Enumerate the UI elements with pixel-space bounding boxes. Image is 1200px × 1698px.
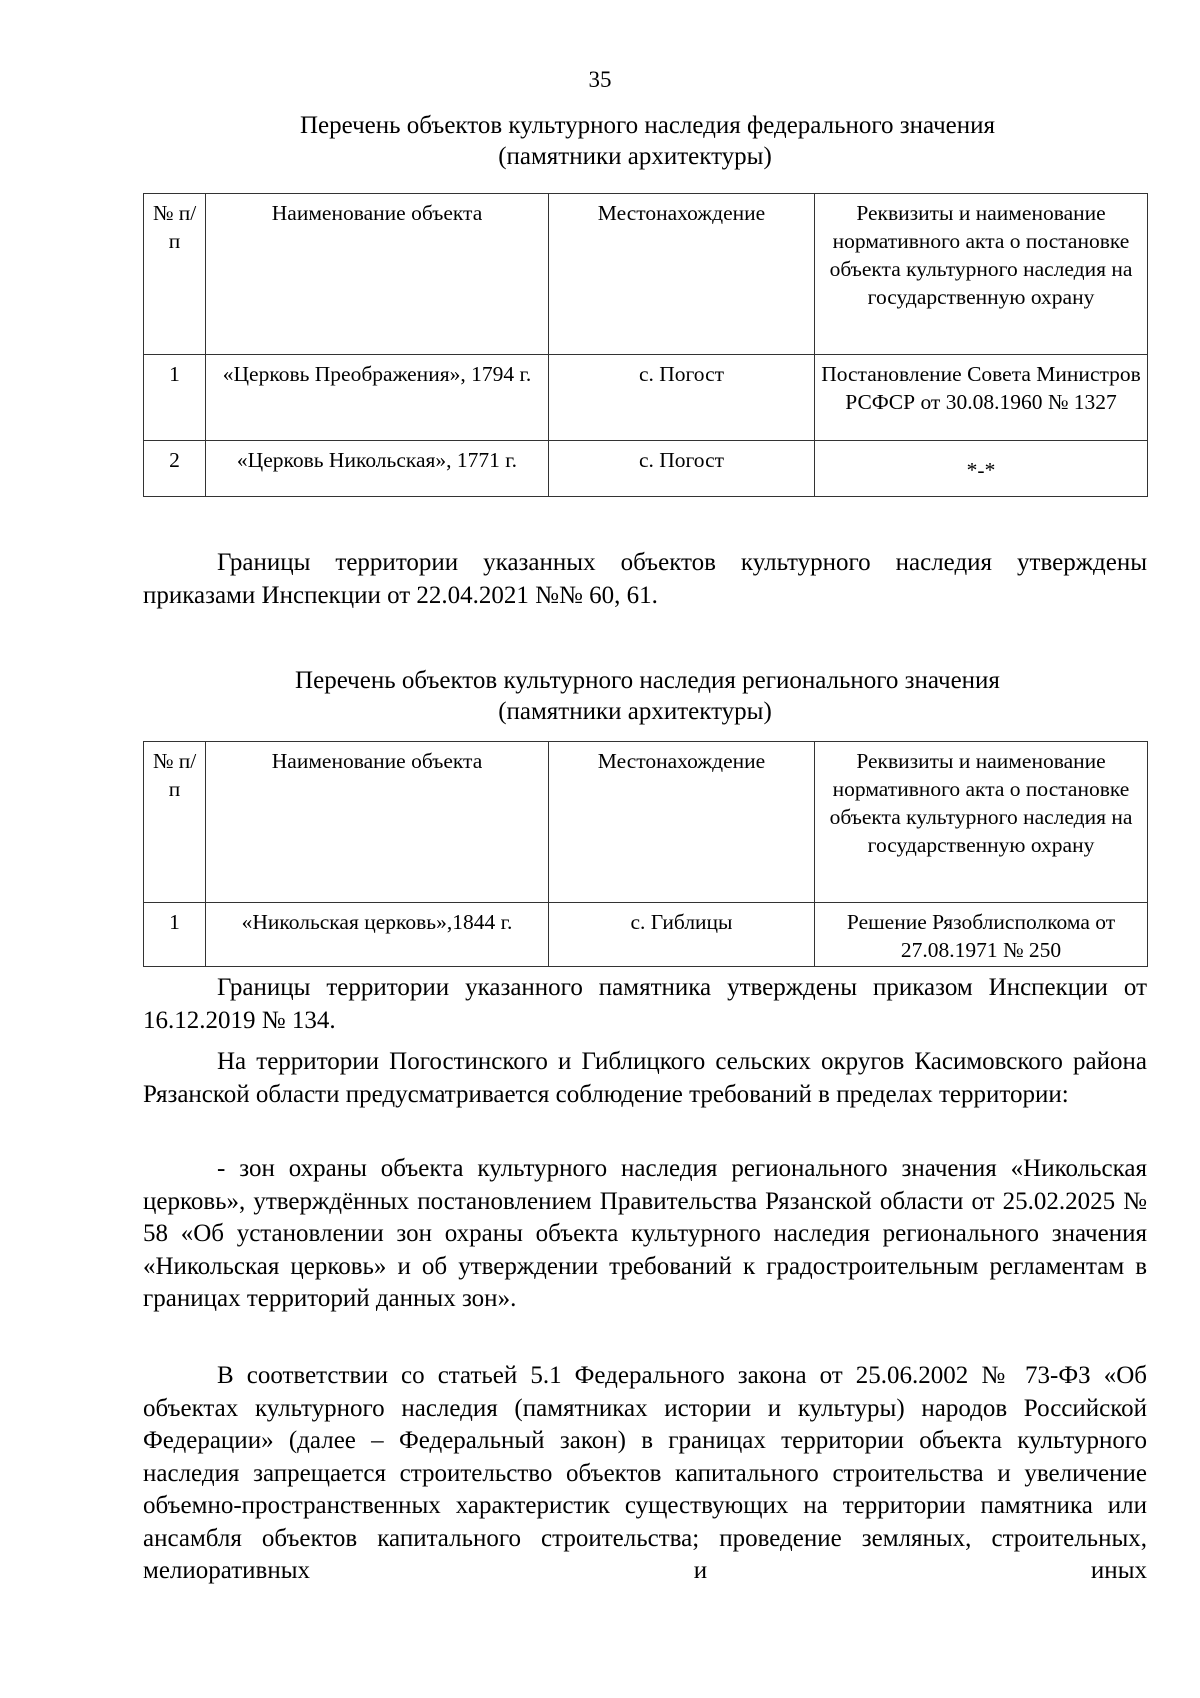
section-title-regional	[0, 665, 1200, 727]
cell-location: с. Погост	[549, 355, 815, 441]
section-subtitle-line: (памятники архитектуры)	[498, 698, 772, 725]
paragraph-regional-boundaries: Границы территории указанного памятника утверждены приказом Инспекции от 16.12.2019 № 134.	[143, 974, 1147, 1034]
table-row	[144, 903, 1148, 967]
cell-name: «Церковь Преображения», 1794 г.	[206, 355, 549, 441]
header-name: Наименование объекта	[206, 742, 549, 903]
cell-name: «Никольская церковь»,1844 г.	[206, 903, 549, 967]
table-row	[144, 441, 1148, 497]
header-requisites: Реквизиты и наименование нормативного акта о постановке объекта культурного наследия на государственную охрану	[815, 742, 1148, 903]
header-name: Наименование объекта	[206, 194, 549, 355]
table-row	[144, 355, 1148, 441]
section-title-line: Перечень объектов культурного наследия регионального значения	[295, 667, 1000, 694]
cell-num: 1	[144, 355, 206, 441]
header-location: Местонахождение	[549, 194, 815, 355]
paragraph-federal-boundaries: Границы территории указанных объектов культурного наследия утверждены приказами Инспекции от 22.04.2021 №№ 60, 61.	[143, 549, 1147, 609]
table-header-row	[144, 742, 1148, 903]
paragraph-protection-zones: - зон охраны объекта культурного наследия регионального значения «Никольская церковь», утверждённых постановлением Правительства Рязанской области от 25.02.2025 № 58 «Об установлении зон охраны объекта культурного наследия регионального значения «Никольская церковь» и об утверждении требований к градостроительным регламентам в границах территорий данных зон».	[143, 1155, 1147, 1312]
cell-requisites: Решение Рязоблисполкома от 27.08.1971 № 250	[815, 903, 1148, 967]
federal-heritage-table	[143, 193, 1148, 497]
table-header-row	[144, 194, 1148, 355]
section-subtitle-line: (памятники архитектуры)	[498, 143, 772, 170]
section-title-line: Перечень объектов культурного наследия федерального значения	[299, 112, 996, 139]
cell-location: с. Погост	[549, 441, 815, 497]
cell-location: с. Гиблицы	[549, 903, 815, 967]
cell-num: 1	[144, 903, 206, 967]
paragraph-territory-requirements: На территории Погостинского и Гиблицкого сельских округов Касимовского района Рязанской области предусматривается соблюдение требований в пределах территории:	[143, 1048, 1147, 1108]
section-title-federal	[0, 110, 1200, 172]
cell-name: «Церковь Никольская», 1771 г.	[206, 441, 549, 497]
cell-requisites: Постановление Совета Министров РСФСР от 30.08.1960 № 1327	[815, 355, 1148, 441]
page-number: 35	[588, 67, 612, 92]
header-location: Местонахождение	[549, 742, 815, 903]
cell-num: 2	[144, 441, 206, 497]
paragraph-federal-law: В соответствии со статьей 5.1 Федерального закона от 25.06.2002 № 73-ФЗ «Об объектах культурного наследия (памятниках истории и культуры) народов Российской Федерации» (далее – Федеральный закон) в границах территории объекта культурного наследия запрещается строительство объектов капитального строительства и увеличение объемно-пространственных характеристик существующих на территории памятника или ансамбля объектов капитального строительства; проведение земляных, строительных, мелиоративных и иных	[143, 1362, 1147, 1584]
header-num: № п/п	[144, 194, 206, 355]
header-requisites: Реквизиты и наименование нормативного акта о постановке объекта культурного наследия на государственную охрану	[815, 194, 1148, 355]
cell-requisites: *-*	[815, 441, 1148, 497]
regional-heritage-table	[143, 741, 1148, 967]
header-num: № п/п	[144, 742, 206, 903]
